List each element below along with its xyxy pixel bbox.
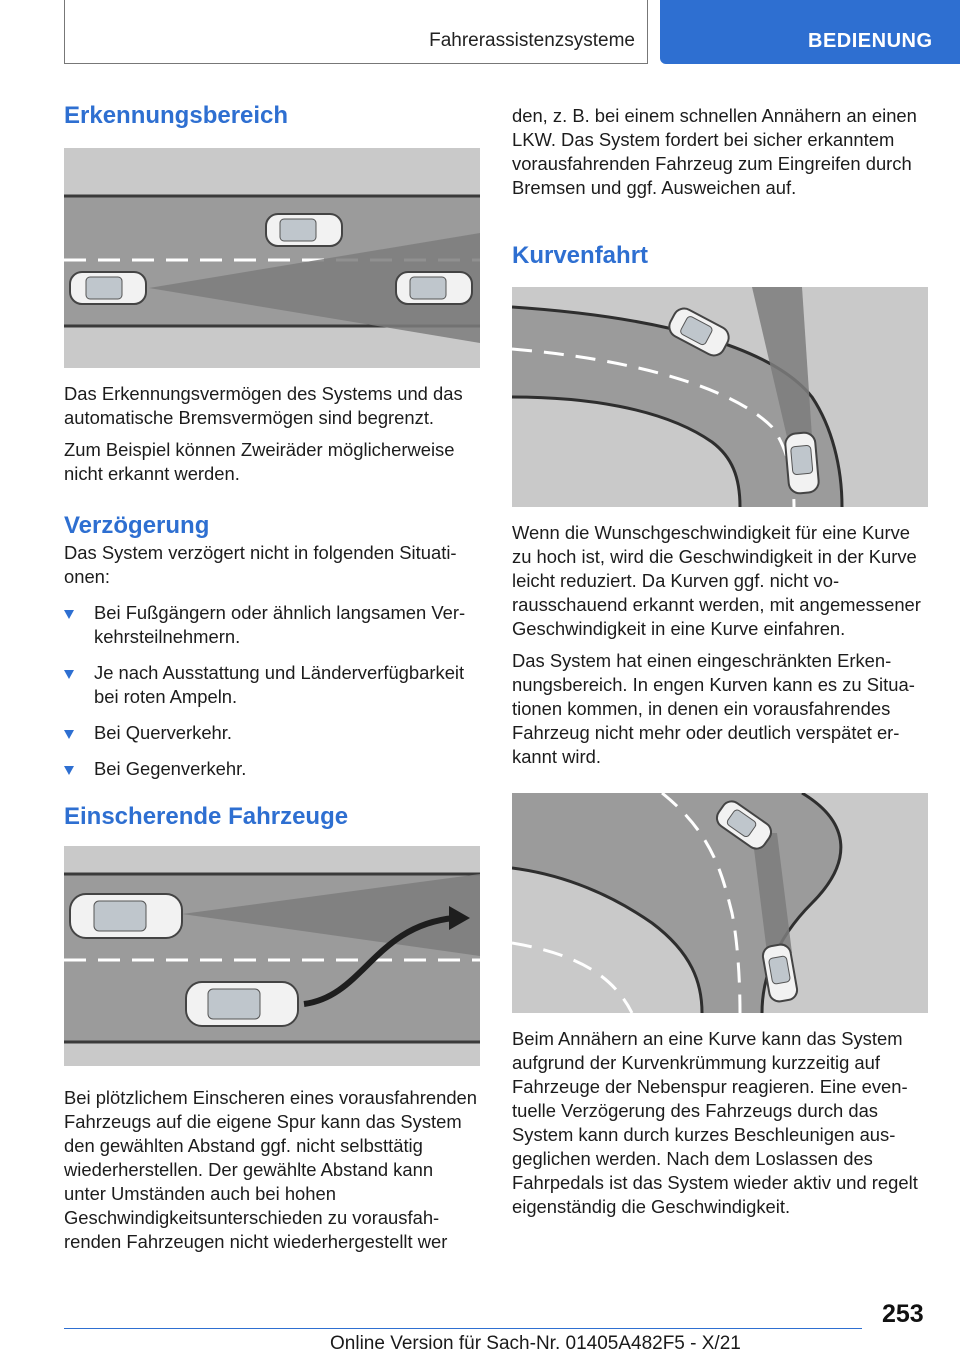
paragraph: Bei plötzlichem Einscheren eines vorausfahrenden Fahrzeugs auf die eigene Spur kann das System den gewählten Abstand ggf. nicht selbsttätig wiederherstellen. Der gewählte Abstand kann unter Umständen auch bei hohen Geschwindigkeitsunterschieden zu vorausfahrenden Fahrzeugen nicht wiederhergestellt wer — [64, 1087, 478, 1253]
car-icon — [186, 982, 298, 1026]
left-column — [64, 102, 480, 1254]
page-number: 253 — [882, 1300, 924, 1328]
heading-erkennungsbereich: Erkennungsbereich — [64, 102, 289, 129]
header-section-box — [64, 0, 648, 64]
heading-einscherende-fahrzeuge: Einscherende Fahrzeuge — [64, 802, 349, 830]
bullet-triangle-icon — [64, 610, 74, 619]
heading-kurvenfahrt: Kurvenfahrt — [512, 242, 649, 269]
paragraph: Das Erkennungsvermögen des Systems und das automatische Bremsvermögen sind begrenzt. — [64, 382, 463, 428]
footer-online-version: Online Version für Sach-Nr. 01405A482F5 - X/21 — [330, 1333, 741, 1354]
header-chapter-tab[interactable] — [660, 0, 960, 64]
car-icon — [784, 432, 819, 494]
bullet-triangle-icon — [64, 730, 74, 739]
bullet-triangle-icon — [64, 766, 74, 775]
car-icon — [396, 272, 472, 304]
chapter-title: BEDIENUNG — [808, 30, 933, 52]
figure-curve-driving — [512, 287, 928, 507]
list-item: Bei Gegenverkehr. — [64, 757, 480, 781]
paragraph: den, z. B. bei einem schnellen Annähern an einen LKW. Das System fordert bei sicher erkanntem vorausfahrenden Fahrzeug zum Eingreifen durch Bremsen und ggf. Ausweichen auf. — [512, 105, 917, 198]
car-icon — [266, 214, 342, 246]
heading-verzoegerung: Verzögerung — [64, 511, 210, 539]
right-column — [512, 104, 928, 1219]
list-item: Bei Querverkehr. — [64, 721, 480, 745]
figure-cutting-in-vehicle — [64, 846, 480, 1066]
car-icon — [70, 894, 182, 938]
section-title: Fahrerassistenzsysteme — [429, 30, 635, 51]
figure-detection-range — [64, 148, 480, 368]
bullet-triangle-icon — [64, 670, 74, 679]
bullet-list — [64, 601, 480, 781]
figure-curve-adjacent-lane — [512, 793, 928, 1013]
car-icon — [70, 272, 146, 304]
footer-divider — [64, 1328, 862, 1329]
paragraph: Beim Annähern an eine Kurve kann das System aufgrund der Kurvenkrümmung kurzzeitig auf Fahrzeuge der Nebenspur reagieren. Eine eventuelle Verzögerung des Fahrzeugs durch das System kann durch kurzes Beschleunigen ausgeglichen werden. Nach dem Loslassen des Fahrpedals ist das System wieder aktiv und regelt eigenständig die Geschwindigkeit. — [512, 1027, 918, 1217]
paragraph: Wenn die Wunschgeschwindigkeit für eine Kurve zu hoch ist, wird die Geschwindigkeit in der Kurve leicht reduziert. Da Kurven ggf. nicht vorausschauend erkannt werden, mit angemessener Geschwindigkeit in eine Kurve einfahren. — [512, 521, 921, 639]
paragraph: Das System hat einen eingeschränkten Erkennungsbereich. In engen Kurven kann es zu Situationen kommen, in denen ein vorausfahrendes Fahrzeug nicht mehr oder deutlich verspätet erkannt wird. — [512, 649, 915, 767]
list-item: Je nach Ausstattung und Länderverfügbarkeit bei roten Ampeln. — [64, 661, 480, 709]
paragraph: Das System verzögert nicht in folgenden Situationen: — [64, 541, 457, 587]
paragraph: Zum Beispiel können Zweiräder möglicherweise nicht erkannt werden. — [64, 438, 455, 484]
list-item: Bei Fußgängern oder ähnlich langsamen Verkehrsteilnehmern. — [64, 601, 480, 649]
